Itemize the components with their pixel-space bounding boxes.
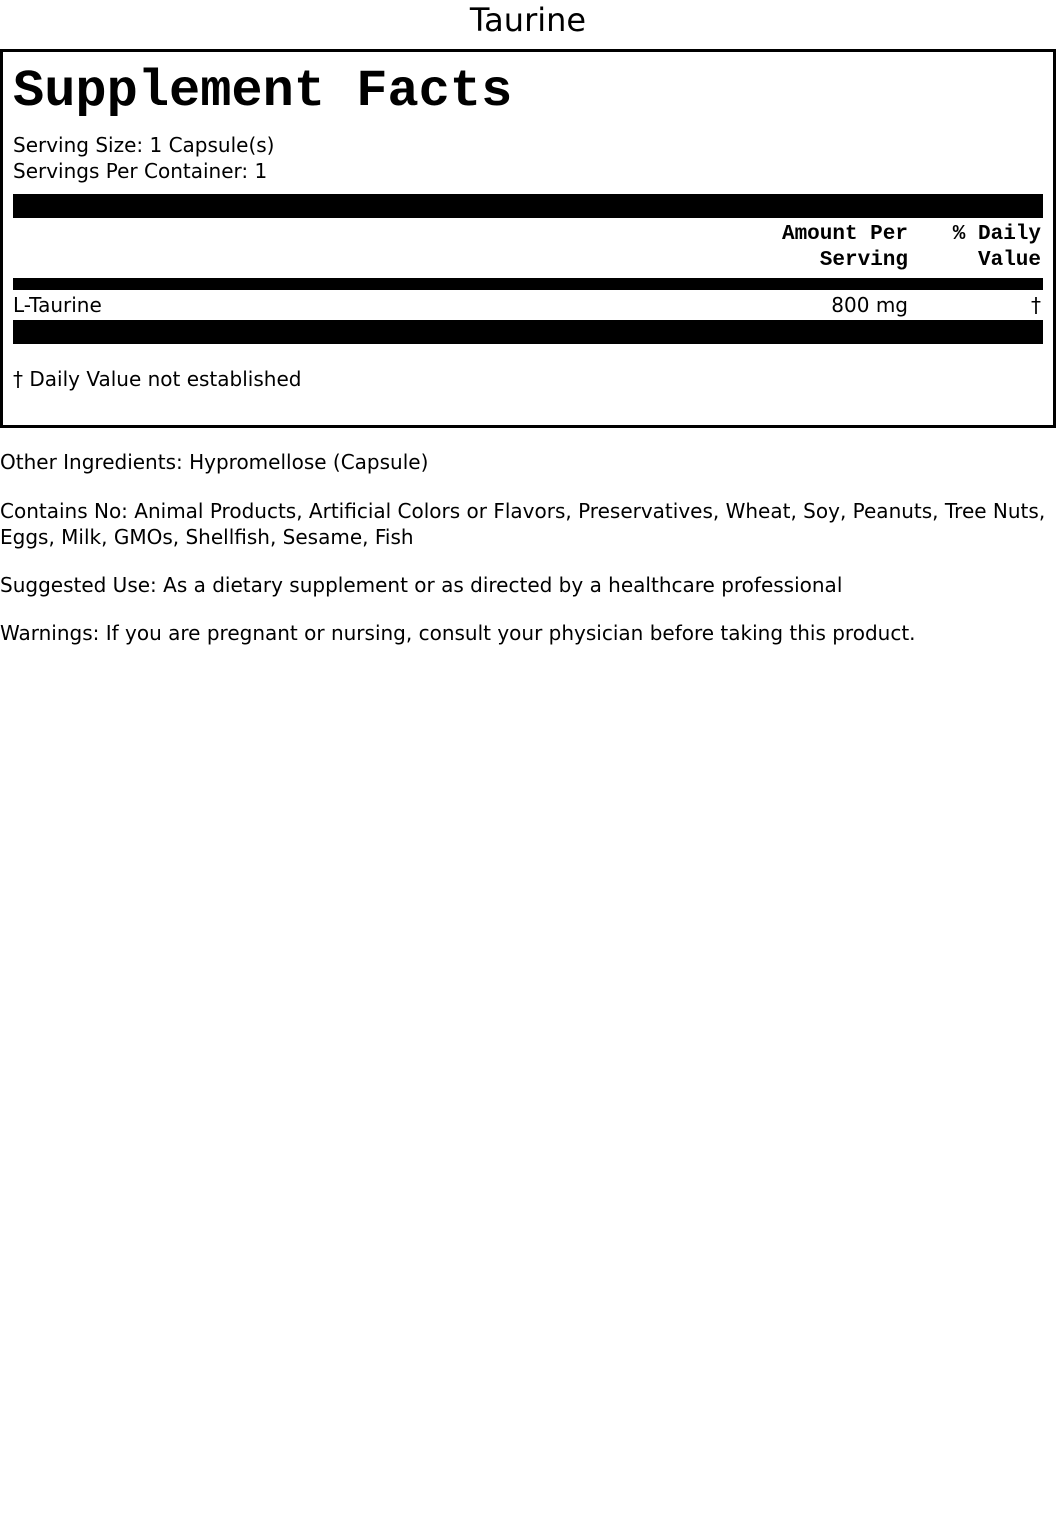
- warnings: Warnings: If you are pregnant or nursing, consult your physician before taking this product.: [0, 621, 916, 645]
- facts-heading: Supplement Facts: [13, 62, 513, 121]
- amount-header-line2: Serving: [819, 249, 908, 272]
- other-ingredients: Other Ingredients: Hypromellose (Capsule): [0, 450, 429, 474]
- dv-header-line2: Value: [977, 249, 1041, 272]
- suggested-use: Suggested Use: As a dietary supplement or as directed by a healthcare professional: [0, 573, 843, 597]
- medium-divider: [13, 278, 1043, 290]
- thick-divider-bottom: [13, 320, 1043, 344]
- supplement-facts-panel: [0, 49, 1056, 428]
- contains-no: Contains No: Animal Products, Artificial Colors or Flavors, Preservatives, Wheat, Soy, Peanuts, Tree Nuts, Eggs, Milk, GMOs, Shellfish, Sesame, Fish: [0, 499, 1046, 549]
- amount-header-line1: Amount Per: [781, 223, 908, 246]
- daily-value-footnote: † Daily Value not established: [13, 367, 302, 391]
- servings-per-container: Servings Per Container: 1: [13, 159, 268, 183]
- dv-header-line1: % Daily: [952, 223, 1041, 246]
- ingredient-name: L-Taurine: [13, 293, 102, 317]
- column-header-amount: [782, 222, 908, 274]
- product-title: Taurine: [469, 1, 587, 39]
- ingredient-amount: 800 mg: [831, 293, 908, 317]
- column-header-daily-value: [953, 222, 1041, 274]
- ingredient-daily-value: †: [1031, 293, 1041, 317]
- serving-size: Serving Size: 1 Capsule(s): [13, 133, 275, 157]
- thick-divider: [13, 194, 1043, 218]
